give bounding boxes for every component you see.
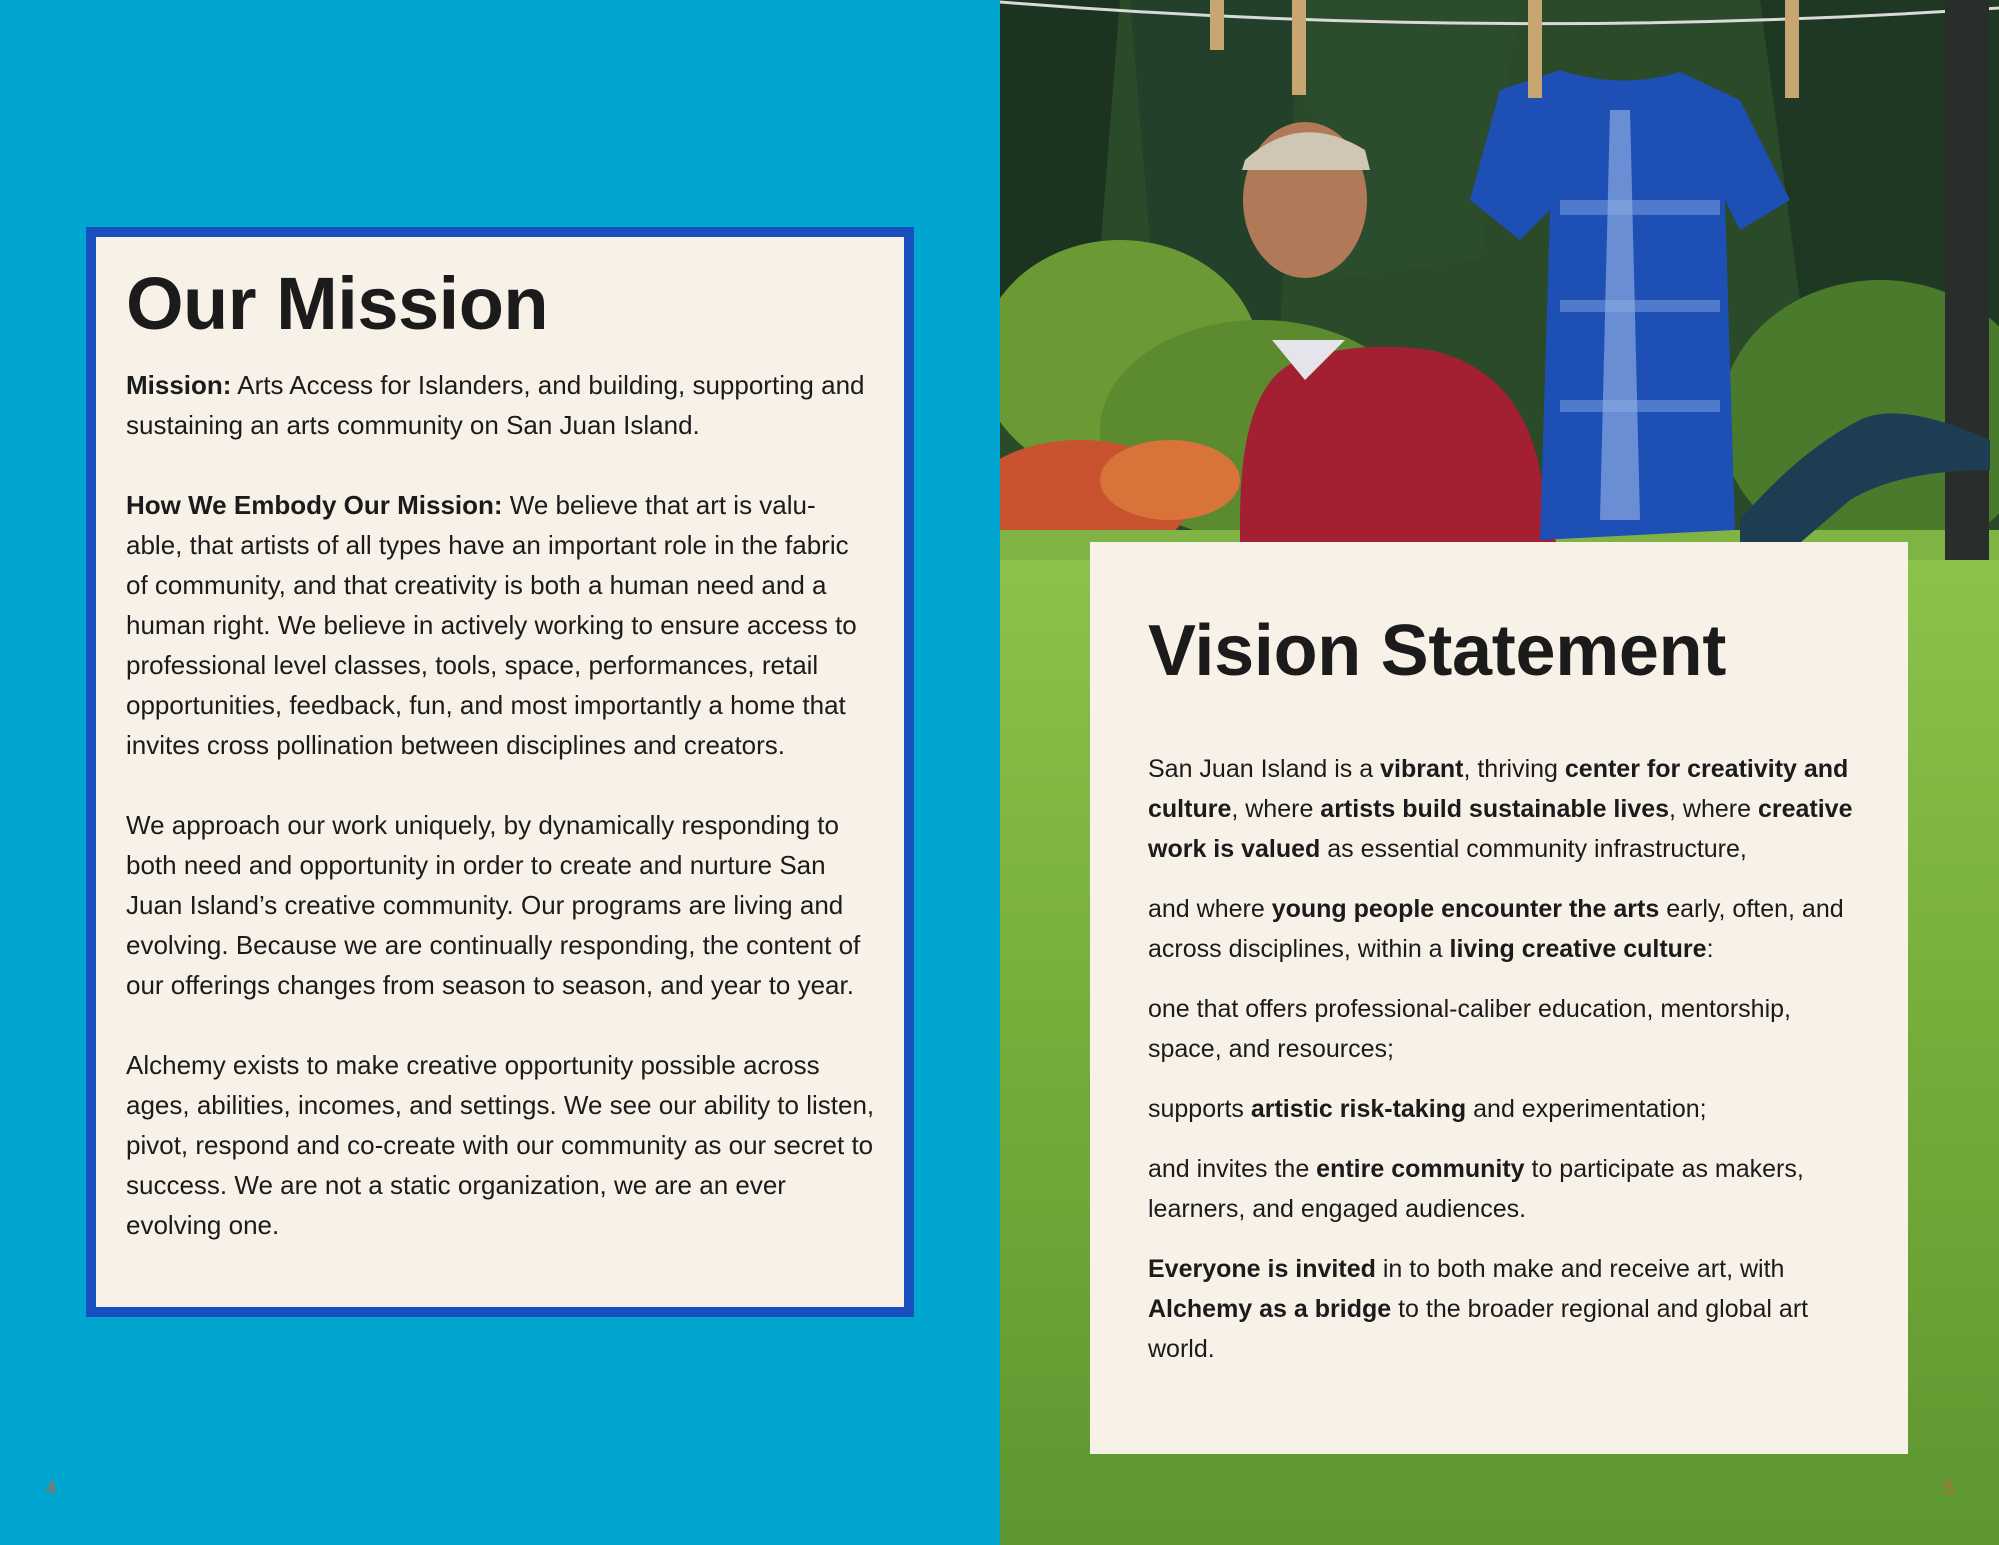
vision-emphasis: artistic risk-taking (1250, 1095, 1467, 1124)
vision-emphasis: living creative culture (1449, 935, 1707, 964)
vision-text: : (1706, 935, 1714, 964)
vision-text: San Juan Island is a (1148, 755, 1381, 784)
vision-emphasis: Everyone is invited (1148, 1255, 1376, 1284)
vision-card (1090, 542, 1908, 1454)
mission-card (86, 227, 914, 1317)
photo-background (1000, 0, 1999, 560)
vision-text: and experimentation; (1466, 1095, 1707, 1124)
vision-text: to participate as makers, learners, and engaged audiences. (1148, 1155, 1804, 1224)
mission-text: Arts Access for Islanders, and building, supporting and sustaining an arts community on San Juan Island. (126, 369, 865, 440)
mission-label: Mission: (126, 369, 232, 400)
vision-text: to the broader regional and global art world. (1148, 1295, 1809, 1364)
vision-paragraph-2 (1148, 889, 1858, 969)
right-page (1000, 0, 1999, 1545)
vision-text: in to both make and receive art, with (1375, 1255, 1785, 1284)
vision-title: Vision Statement (1148, 611, 1727, 691)
vision-paragraph-1 (1148, 749, 1858, 869)
vision-paragraph-5 (1148, 1149, 1858, 1229)
mission-paragraph (126, 365, 876, 445)
vision-paragraph-3: one that offers professional-caliber education, mentorship, space, and resources; (1148, 995, 1791, 1064)
vision-emphasis: vibrant (1380, 755, 1464, 784)
alchemy-paragraph: Alchemy exists to make creative opportunity possible across ages, abilities, incomes, and settings. We see our ability to listen, pivot, respond and co-create with our community as our secret to success. We are not a static organization, we are an ever evolving one. (126, 1049, 875, 1240)
approach-paragraph: We approach our work uniquely, by dynamically responding to both need and opportunity in order to create and nurture San Juan Island’s creative community. Our programs are living and evolving. Because we are continually responding, the content of our offerings changes from season to season, and year to year. (126, 809, 861, 1000)
vision-text: , where (1231, 795, 1321, 824)
mission-title: Our Mission (126, 262, 549, 345)
embody-label: How We Embody Our Mission: (126, 489, 503, 520)
vision-text: , where (1669, 795, 1758, 824)
vision-paragraph-4 (1148, 1089, 1858, 1129)
vision-emphasis: artists build sustainable lives (1320, 795, 1670, 824)
vision-emphasis: young people encounter the arts (1271, 895, 1660, 924)
page-number-left: 4 (46, 1478, 57, 1498)
vision-paragraph-6 (1148, 1249, 1858, 1369)
vision-emphasis: Alchemy as a bridge (1148, 1295, 1392, 1324)
embody-text: We believe that art is valu- able, that artists of all types have an important role in the fabric of community, and that creativity is both a human need and a human right. We believe in actively working to ensure access to professional level classes, tools, space, performances, retail opportunities, feedback, fun, and most importantly a home that invites cross pollination between disciplines and creators. (126, 489, 857, 760)
vision-text: supports (1148, 1095, 1251, 1124)
vision-emphasis: entire community (1316, 1155, 1525, 1184)
vision-text: early, often, and across disciplines, within a (1148, 895, 1844, 964)
embody-paragraph (126, 485, 876, 765)
vision-text: and where (1148, 895, 1272, 924)
vision-text: as essential community infrastructure, (1320, 835, 1747, 864)
vision-text: and invites the (1148, 1155, 1317, 1184)
vision-emphasis: creative work is valued (1148, 795, 1853, 864)
vision-text: , thriving (1463, 755, 1565, 784)
page-number-right: 5 (1944, 1478, 1955, 1498)
vision-emphasis: center for creativity and culture (1148, 755, 1849, 824)
